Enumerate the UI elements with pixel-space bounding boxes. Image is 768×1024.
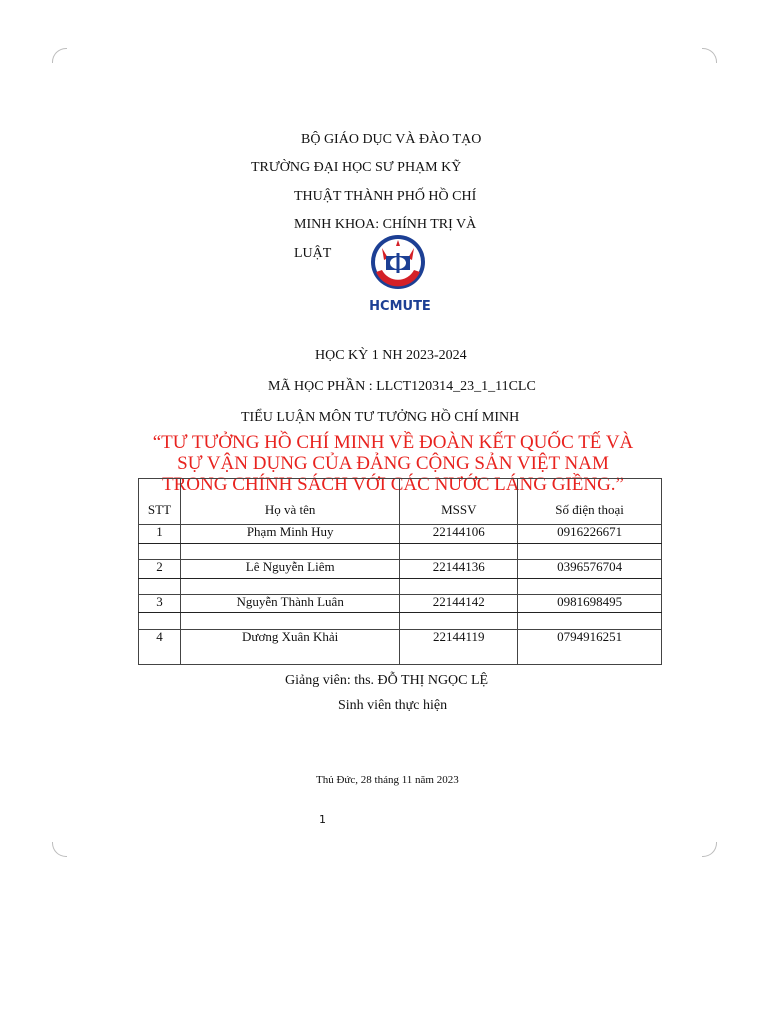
- student-table: [138, 478, 662, 665]
- essay-title-line-3: TRONG CHÍNH SÁCH VỚI CÁC NƯỚC LÁNG GIỀNG.”: [162, 474, 624, 495]
- semester-label: HỌC KỲ 1 NH 2023-2024: [315, 348, 467, 363]
- lecturer-line: Giảng viên: ths. ĐỖ THỊ NGỌC LỆ: [285, 673, 489, 688]
- page-number: 1: [319, 813, 326, 826]
- cell-mssv: 22144142: [400, 595, 518, 630]
- course-code: MÃ HỌC PHẦN : LLCT120314_23_1_11CLC: [268, 379, 536, 394]
- page-corner-mark: [52, 842, 67, 857]
- cell-stt: 3: [139, 595, 181, 630]
- cell-phone: 0794916251: [518, 630, 662, 665]
- cell-name: Dương Xuân Khải: [180, 630, 399, 665]
- cell-stt: 2: [139, 560, 181, 595]
- row-strike-line: [138, 543, 662, 544]
- cell-name: Nguyễn Thành Luân: [180, 595, 399, 630]
- essay-title-line-1: “TƯ TƯỞNG HỒ CHÍ MINH VỀ ĐOÀN KẾT QUỐC TẾ VÀ: [152, 432, 634, 453]
- page-corner-mark: [702, 48, 717, 63]
- cell-phone: 0916226671: [518, 525, 662, 560]
- page-corner-mark: [52, 48, 67, 63]
- cell-stt: 1: [139, 525, 181, 560]
- university-line-3: MINH KHOA: CHÍNH TRỊ VÀ: [294, 217, 477, 232]
- university-line-1: TRƯỜNG ĐẠI HỌC SƯ PHẠM KỸ: [251, 160, 462, 175]
- header-stt: STT: [139, 479, 181, 525]
- cell-name: Phạm Minh Huy: [180, 525, 399, 560]
- university-line-4: LUẬT: [294, 246, 332, 261]
- table-row: [139, 560, 662, 595]
- table-row: [139, 630, 662, 665]
- university-line-2: THUẬT THÀNH PHỐ HỒ CHÍ: [294, 189, 477, 204]
- essay-title-line-2: SỰ VẬN DỤNG CỦA ĐẢNG CỘNG SẢN VIỆT NAM: [177, 453, 609, 474]
- hcmute-logo: [362, 232, 438, 318]
- page-corner-mark: [702, 842, 717, 857]
- cell-name: Lê Nguyễn Liêm: [180, 560, 399, 595]
- header-phone: Số điện thoại: [518, 479, 662, 525]
- table-header-row: [139, 479, 662, 525]
- header-mssv: MSSV: [400, 479, 518, 525]
- ministry-heading: BỘ GIÁO DỤC VÀ ĐÀO TẠO: [301, 132, 482, 147]
- date-line: Thủ Đức, 28 tháng 11 năm 2023: [316, 774, 459, 786]
- header-name: Họ và tên: [180, 479, 399, 525]
- subject-title: TIỂU LUẬN MÔN TƯ TƯỞNG HỒ CHÍ MINH: [241, 410, 520, 425]
- cell-mssv: 22144136: [400, 560, 518, 595]
- cell-phone: 0396576704: [518, 560, 662, 595]
- cell-mssv: 22144106: [400, 525, 518, 560]
- table-row: [139, 525, 662, 560]
- row-strike-line: [138, 612, 662, 613]
- cell-stt: 4: [139, 630, 181, 665]
- cell-mssv: 22144119: [400, 630, 518, 665]
- logo-text: HCMUTE: [369, 299, 431, 314]
- students-label: Sinh viên thực hiện: [338, 698, 448, 713]
- row-strike-line: [138, 578, 662, 579]
- cell-phone: 0981698495: [518, 595, 662, 630]
